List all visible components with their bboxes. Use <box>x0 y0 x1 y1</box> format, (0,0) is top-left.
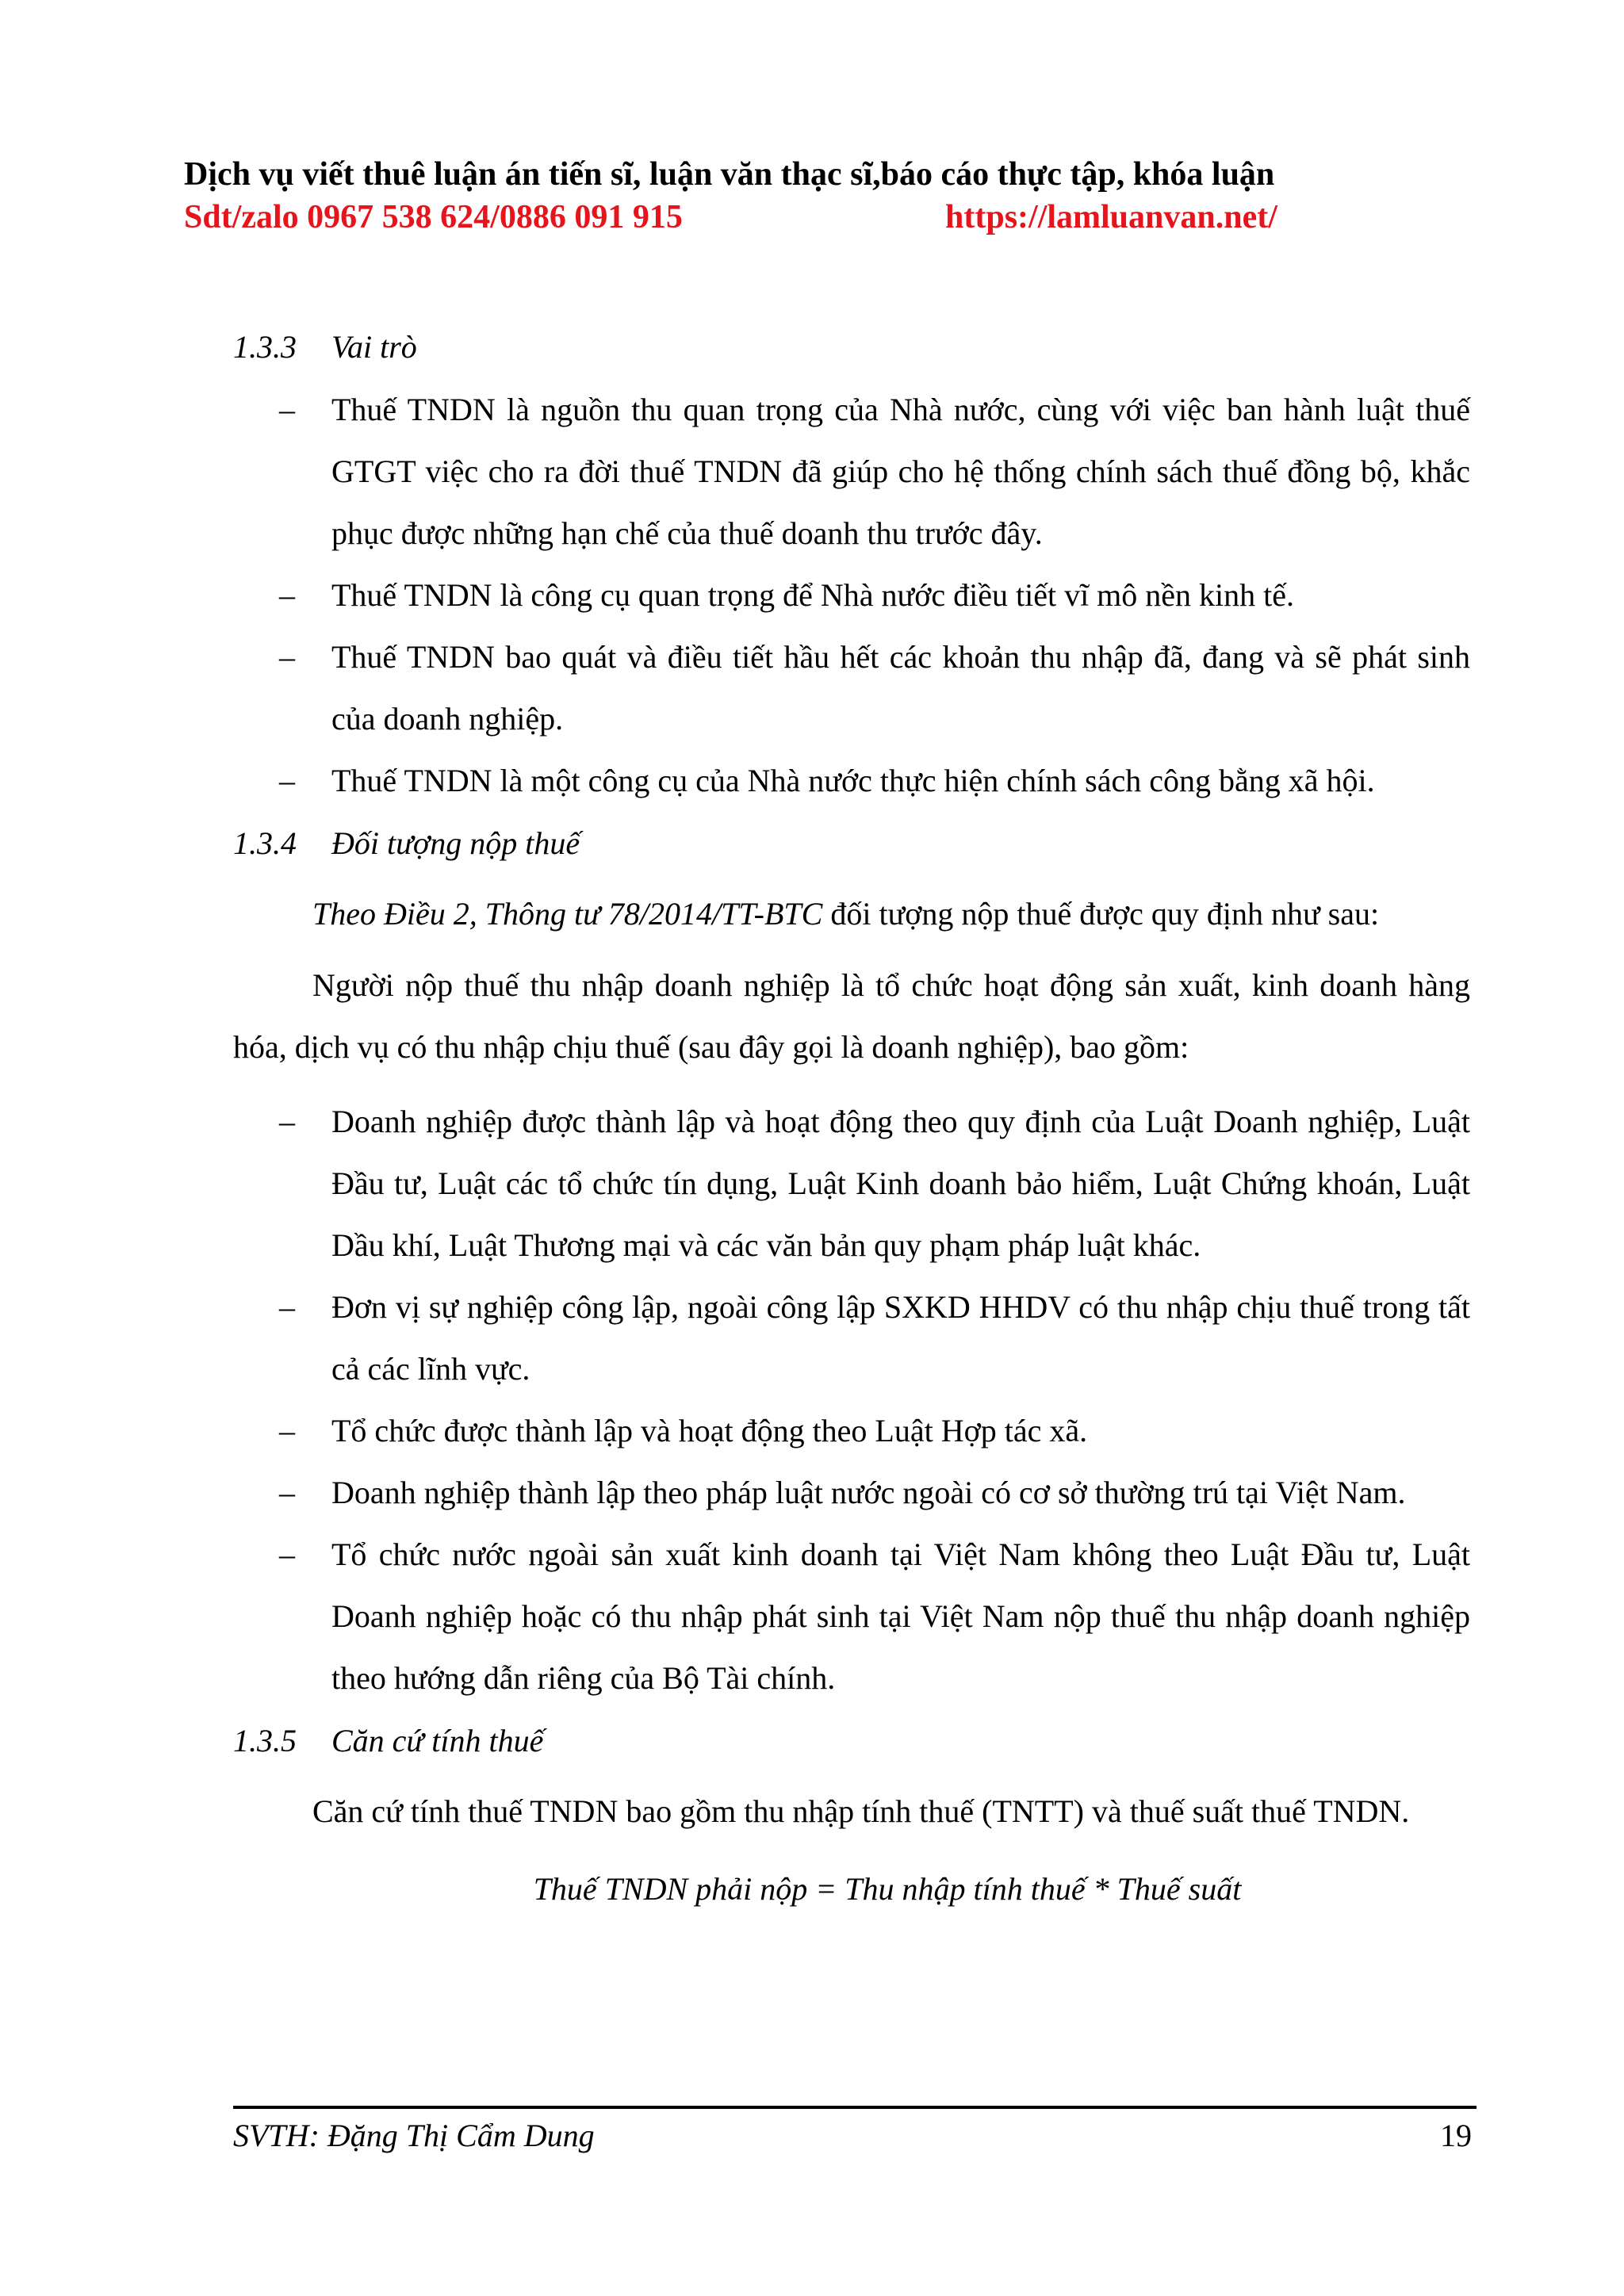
list-item-text: Tổ chức nước ngoài sản xuất kinh doanh tại Việt Nam không theo Luật Đầu tư, Luật Doanh nghiệp hoặc có thu nhập phát sinh tại Việt Nam nộp thuế thu nhập doanh nghiệp theo hướng dẫn riêng của Bộ Tài chính. <box>331 1536 1470 1696</box>
intro-paragraph <box>233 883 1470 945</box>
list-item-text: Thuế TNDN bao quát và điều tiết hầu hết các khoản thu nhập đã, đang và sẽ phát sinh của doanh nghiệp. <box>331 639 1470 737</box>
dash-bullet-icon: – <box>279 1413 295 1448</box>
list-item-text: Thuế TNDN là công cụ quan trọng để Nhà nước điều tiết vĩ mô nền kinh tế. <box>331 577 1295 613</box>
header-contact: Sdt/zalo 0967 538 624/0886 091 915 <box>184 199 683 235</box>
list-item <box>233 1524 1470 1709</box>
legal-reference: Theo Điều 2, Thông tư 78/2014/TT-BTC <box>312 896 823 932</box>
section-title: Căn cứ tính thuế <box>331 1723 544 1758</box>
header-title: Dịch vụ viết thuê luận án tiến sĩ, luận văn thạc sĩ,báo cáo thực tập, khóa luận <box>184 156 1275 193</box>
dash-bullet-icon: – <box>279 639 295 675</box>
section-number: 1.3.5 <box>233 1723 297 1758</box>
list-item-text: Thuế TNDN là một công cụ của Nhà nước thực hiện chính sách công bằng xã hội. <box>331 763 1375 798</box>
list-item <box>233 379 1470 564</box>
list-item <box>233 1276 1470 1400</box>
section-heading-1-3-4 <box>233 812 1470 875</box>
list-item <box>233 1091 1470 1276</box>
footer-author: SVTH: Đặng Thị Cẩm Dung <box>233 2118 595 2153</box>
dash-bullet-icon: – <box>279 392 295 427</box>
section-number: 1.3.4 <box>233 825 297 861</box>
list-item <box>233 1462 1470 1524</box>
section-heading-1-3-3 <box>233 316 1470 379</box>
list-item-text: Doanh nghiệp được thành lập và hoạt động theo quy định của Luật Doanh nghiệp, Luật Đầu tư, Luật các tổ chức tín dụng, Luật Kinh doanh bảo hiểm, Luật Chứng khoán, Luật Dầu khí, Luật Thương mại và các văn bản quy phạm pháp luật khác. <box>331 1104 1470 1263</box>
intro-text: đối tượng nộp thuế được quy định như sau: <box>822 896 1380 932</box>
list-item-text: Thuế TNDN là nguồn thu quan trọng của Nhà nước, cùng với việc ban hành luật thuế GTGT việc cho ra đời thuế TNDN đã giúp cho hệ thống chính sách thuế đồng bộ, khắc phục được những hạn chế của thuế doanh thu trước đây. <box>331 392 1470 551</box>
section-number: 1.3.3 <box>233 329 297 365</box>
dash-bullet-icon: – <box>279 1289 295 1325</box>
body-paragraph: Căn cứ tính thuế TNDN bao gồm thu nhập tính thuế (TNTT) và thuế suất thuế TNDN. <box>312 1793 1410 1829</box>
dash-bullet-icon: – <box>279 763 295 798</box>
dash-bullet-icon: – <box>279 1104 295 1139</box>
list-item <box>233 626 1470 750</box>
body-paragraph: Người nộp thuế thu nhập doanh nghiệp là tổ chức hoạt động sản xuất, kinh doanh hàng hóa, dịch vụ có thu nhập chịu thuế (sau đây gọi là doanh nghiệp), bao gồm: <box>233 967 1470 1065</box>
list-item-text: Đơn vị sự nghiệp công lập, ngoài công lập SXKD HHDV có thu nhập chịu thuế trong tất cả các lĩnh vực. <box>331 1289 1470 1387</box>
list-item-text: Tổ chức được thành lập và hoạt động theo Luật Hợp tác xã. <box>331 1413 1088 1448</box>
header-website-link[interactable]: https://lamluanvan.net/ <box>945 199 1277 235</box>
list-item <box>233 750 1470 812</box>
page-body <box>233 316 1470 1920</box>
list-item-text: Doanh nghiệp thành lập theo pháp luật nước ngoài có cơ sở thường trú tại Việt Nam. <box>331 1475 1406 1510</box>
dash-bullet-icon: – <box>279 1536 295 1572</box>
section-title: Đối tượng nộp thuế <box>331 825 580 861</box>
page-number: 19 <box>1440 2118 1472 2153</box>
footer-divider <box>233 2106 1477 2109</box>
dash-bullet-icon: – <box>279 1475 295 1510</box>
role-list <box>233 379 1470 812</box>
taxpayer-list <box>233 1091 1470 1709</box>
section-title: Vai trò <box>331 329 417 365</box>
list-item <box>233 1400 1470 1462</box>
list-item <box>233 564 1470 626</box>
section-heading-1-3-5 <box>233 1709 1470 1773</box>
tax-formula: Thuế TNDN phải nộp = Thu nhập tính thuế * Thuế suất <box>533 1871 1242 1907</box>
dash-bullet-icon: – <box>279 577 295 613</box>
